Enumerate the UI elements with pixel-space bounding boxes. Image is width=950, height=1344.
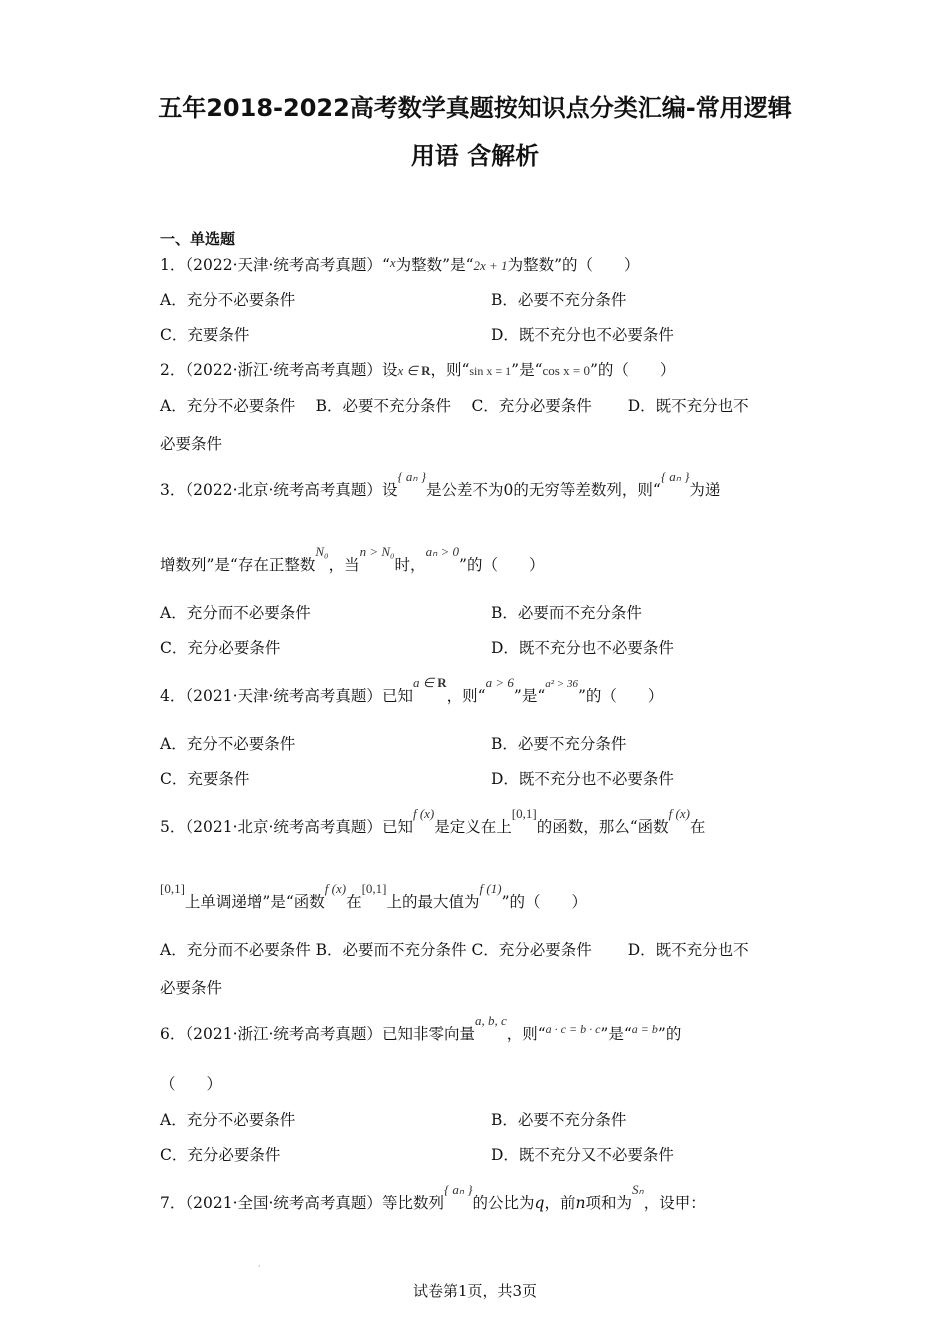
question-source: （2021·全国·统考高考真题） <box>185 1194 382 1212</box>
text: ”是“ <box>511 361 543 379</box>
question-5-line2 <box>160 881 587 912</box>
option-a[interactable]: A．充分不必要条件 <box>160 291 296 309</box>
text: ”是“ <box>600 1025 632 1043</box>
math: a > 6 <box>485 675 514 690</box>
question-source: （2021·浙江·统考高考真题） <box>185 1025 382 1043</box>
question-source: （2022·天津·统考高考真题） <box>185 256 382 274</box>
math: sin x = 1 <box>469 364 512 378</box>
question-number: 6． <box>160 1025 186 1043</box>
page-footer: 试卷第1页，共3页 <box>412 1282 538 1300</box>
math: a · c = b · c <box>545 1022 601 1036</box>
option-c[interactable]: C．充分必要条件 <box>160 639 281 657</box>
text: 项和为 <box>585 1194 632 1212</box>
option-c[interactable]: C．充分必要条件 <box>160 1146 281 1164</box>
text: 为整数”是“ <box>395 256 474 274</box>
text: ，则“ <box>446 687 486 705</box>
text: ，设甲： <box>643 1194 706 1212</box>
text: ”是“ <box>513 687 546 705</box>
options-row[interactable]: A．充分而不必要条件 B．必要而不充分条件 C．充分必要条件 D．既不充分也不 <box>160 941 749 959</box>
option-d[interactable]: D．既不充分又不必要条件 <box>491 1146 674 1164</box>
question-6 <box>160 1013 682 1044</box>
option-b[interactable]: B．必要不充分条件 <box>491 291 627 309</box>
text: 的函数，那么“函数 <box>536 818 669 836</box>
question-number: 7． <box>160 1194 186 1212</box>
option-a[interactable]: A．充分而不必要条件 <box>160 604 311 622</box>
question-number: 3． <box>160 481 186 499</box>
question-number: 5． <box>160 818 186 836</box>
text: 上单调递增”是“函数 <box>184 893 325 911</box>
math: a ∈ <box>412 675 438 690</box>
text: 为递 <box>689 481 721 499</box>
section-heading: 一、单选题 <box>160 230 236 248</box>
math: { aₙ } <box>660 469 690 484</box>
question-source: （2022·北京·统考高考真题） <box>185 481 382 499</box>
option-c[interactable]: C．充要条件 <box>160 770 250 788</box>
math: Sₙ <box>632 1182 644 1197</box>
text: 设 <box>381 361 398 379</box>
question-4 <box>160 675 664 706</box>
question-2 <box>160 358 675 380</box>
question-number: 4． <box>160 687 186 705</box>
text: 在 <box>346 893 362 911</box>
option-d[interactable]: D．既不充分也不必要条件 <box>491 326 674 344</box>
math: [0,1] <box>511 806 537 821</box>
option-d[interactable]: D．既不充分也不必要条件 <box>491 639 674 657</box>
math: x ∈ <box>397 363 422 378</box>
question-source: （2021·北京·统考高考真题） <box>185 818 382 836</box>
math: R <box>421 363 431 378</box>
page-title-line1: 五年2018-2022高考数学真题按知识点分类汇编-常用逻辑 <box>158 94 792 122</box>
text: 增数列”是“存在正整数 <box>160 556 316 574</box>
text: 是定义在上 <box>434 818 512 836</box>
text: ”的（ ） <box>501 893 587 911</box>
math: a² > 36 <box>545 678 578 690</box>
question-6-line2: （ ） <box>160 1075 223 1093</box>
text: 为整数”的（ ） <box>507 256 640 274</box>
math: f (x) <box>324 881 347 896</box>
math: { aₙ } <box>443 1182 473 1197</box>
option-b[interactable]: B．必要而不充分条件 <box>491 604 642 622</box>
text: 设 <box>381 481 398 499</box>
options-row[interactable]: A．充分不必要条件 B．必要不充分条件 C．充分必要条件 D．既不充分也不 <box>160 397 749 415</box>
math: [0,1] <box>361 881 387 896</box>
text: ”的（ ） <box>577 687 664 705</box>
text: ，当 <box>328 556 360 574</box>
text: ”的（ ） <box>459 556 545 574</box>
question-7 <box>160 1182 706 1213</box>
math: a, b, c <box>474 1013 507 1028</box>
text: 已知非零向量 <box>381 1025 475 1043</box>
math: [0,1] <box>160 881 185 896</box>
text: 等比数列 <box>381 1194 444 1212</box>
text: ，则“ <box>506 1025 546 1043</box>
option-d[interactable]: D．既不充分也不必要条件 <box>491 770 674 788</box>
math: cos x = 0 <box>542 363 590 378</box>
math: { aₙ } <box>397 469 427 484</box>
text: 时， <box>394 556 426 574</box>
question-source: （2021·天津·统考高考真题） <box>185 687 382 705</box>
text: 已知 <box>381 687 413 705</box>
math: R <box>437 675 447 690</box>
question-number: 2． <box>160 361 186 379</box>
math: q <box>534 1194 545 1212</box>
question-3 <box>160 469 721 500</box>
page-title-line2: 用语 含解析 <box>410 142 540 170</box>
text: ，前 <box>544 1194 576 1212</box>
option-b[interactable]: B．必要不充分条件 <box>491 735 627 753</box>
question-number: 1． <box>160 256 186 274</box>
option-b[interactable]: B．必要不充分条件 <box>491 1111 627 1129</box>
question-1 <box>160 253 640 275</box>
option-a[interactable]: A．充分不必要条件 <box>160 735 296 753</box>
text: ，则“ <box>430 361 470 379</box>
text: 在 <box>689 818 706 836</box>
question-source: （2022·浙江·统考高考真题） <box>185 361 382 379</box>
text: 是公差不为0的无穷等差数列，则“ <box>426 481 661 499</box>
math: f (x) <box>412 806 435 821</box>
option-a[interactable]: A．充分不必要条件 <box>160 1111 296 1129</box>
math: 2x + 1 <box>473 258 508 273</box>
math: f (1) <box>479 881 502 896</box>
text: ”的（ ） <box>589 361 676 379</box>
text: 的公比为 <box>472 1194 535 1212</box>
math: n > N₀ <box>359 544 395 559</box>
math: a = b <box>631 1022 658 1036</box>
math: f (x) <box>668 806 690 821</box>
text: 已知 <box>381 818 413 836</box>
question-3-line2 <box>160 544 545 575</box>
options-row-continued: 必要条件 <box>160 979 223 997</box>
text: ”的 <box>657 1025 682 1043</box>
math: n <box>575 1194 586 1212</box>
text: 上的最大值为 <box>386 893 480 911</box>
text: “ <box>381 256 390 274</box>
math: N₀ <box>315 544 329 559</box>
options-row-continued: 必要条件 <box>160 435 223 453</box>
math: aₙ > 0 <box>425 544 460 559</box>
decorative-mark: · <box>258 1262 261 1271</box>
option-c[interactable]: C．充要条件 <box>160 326 250 344</box>
math: x <box>389 255 396 270</box>
question-5 <box>160 806 706 837</box>
